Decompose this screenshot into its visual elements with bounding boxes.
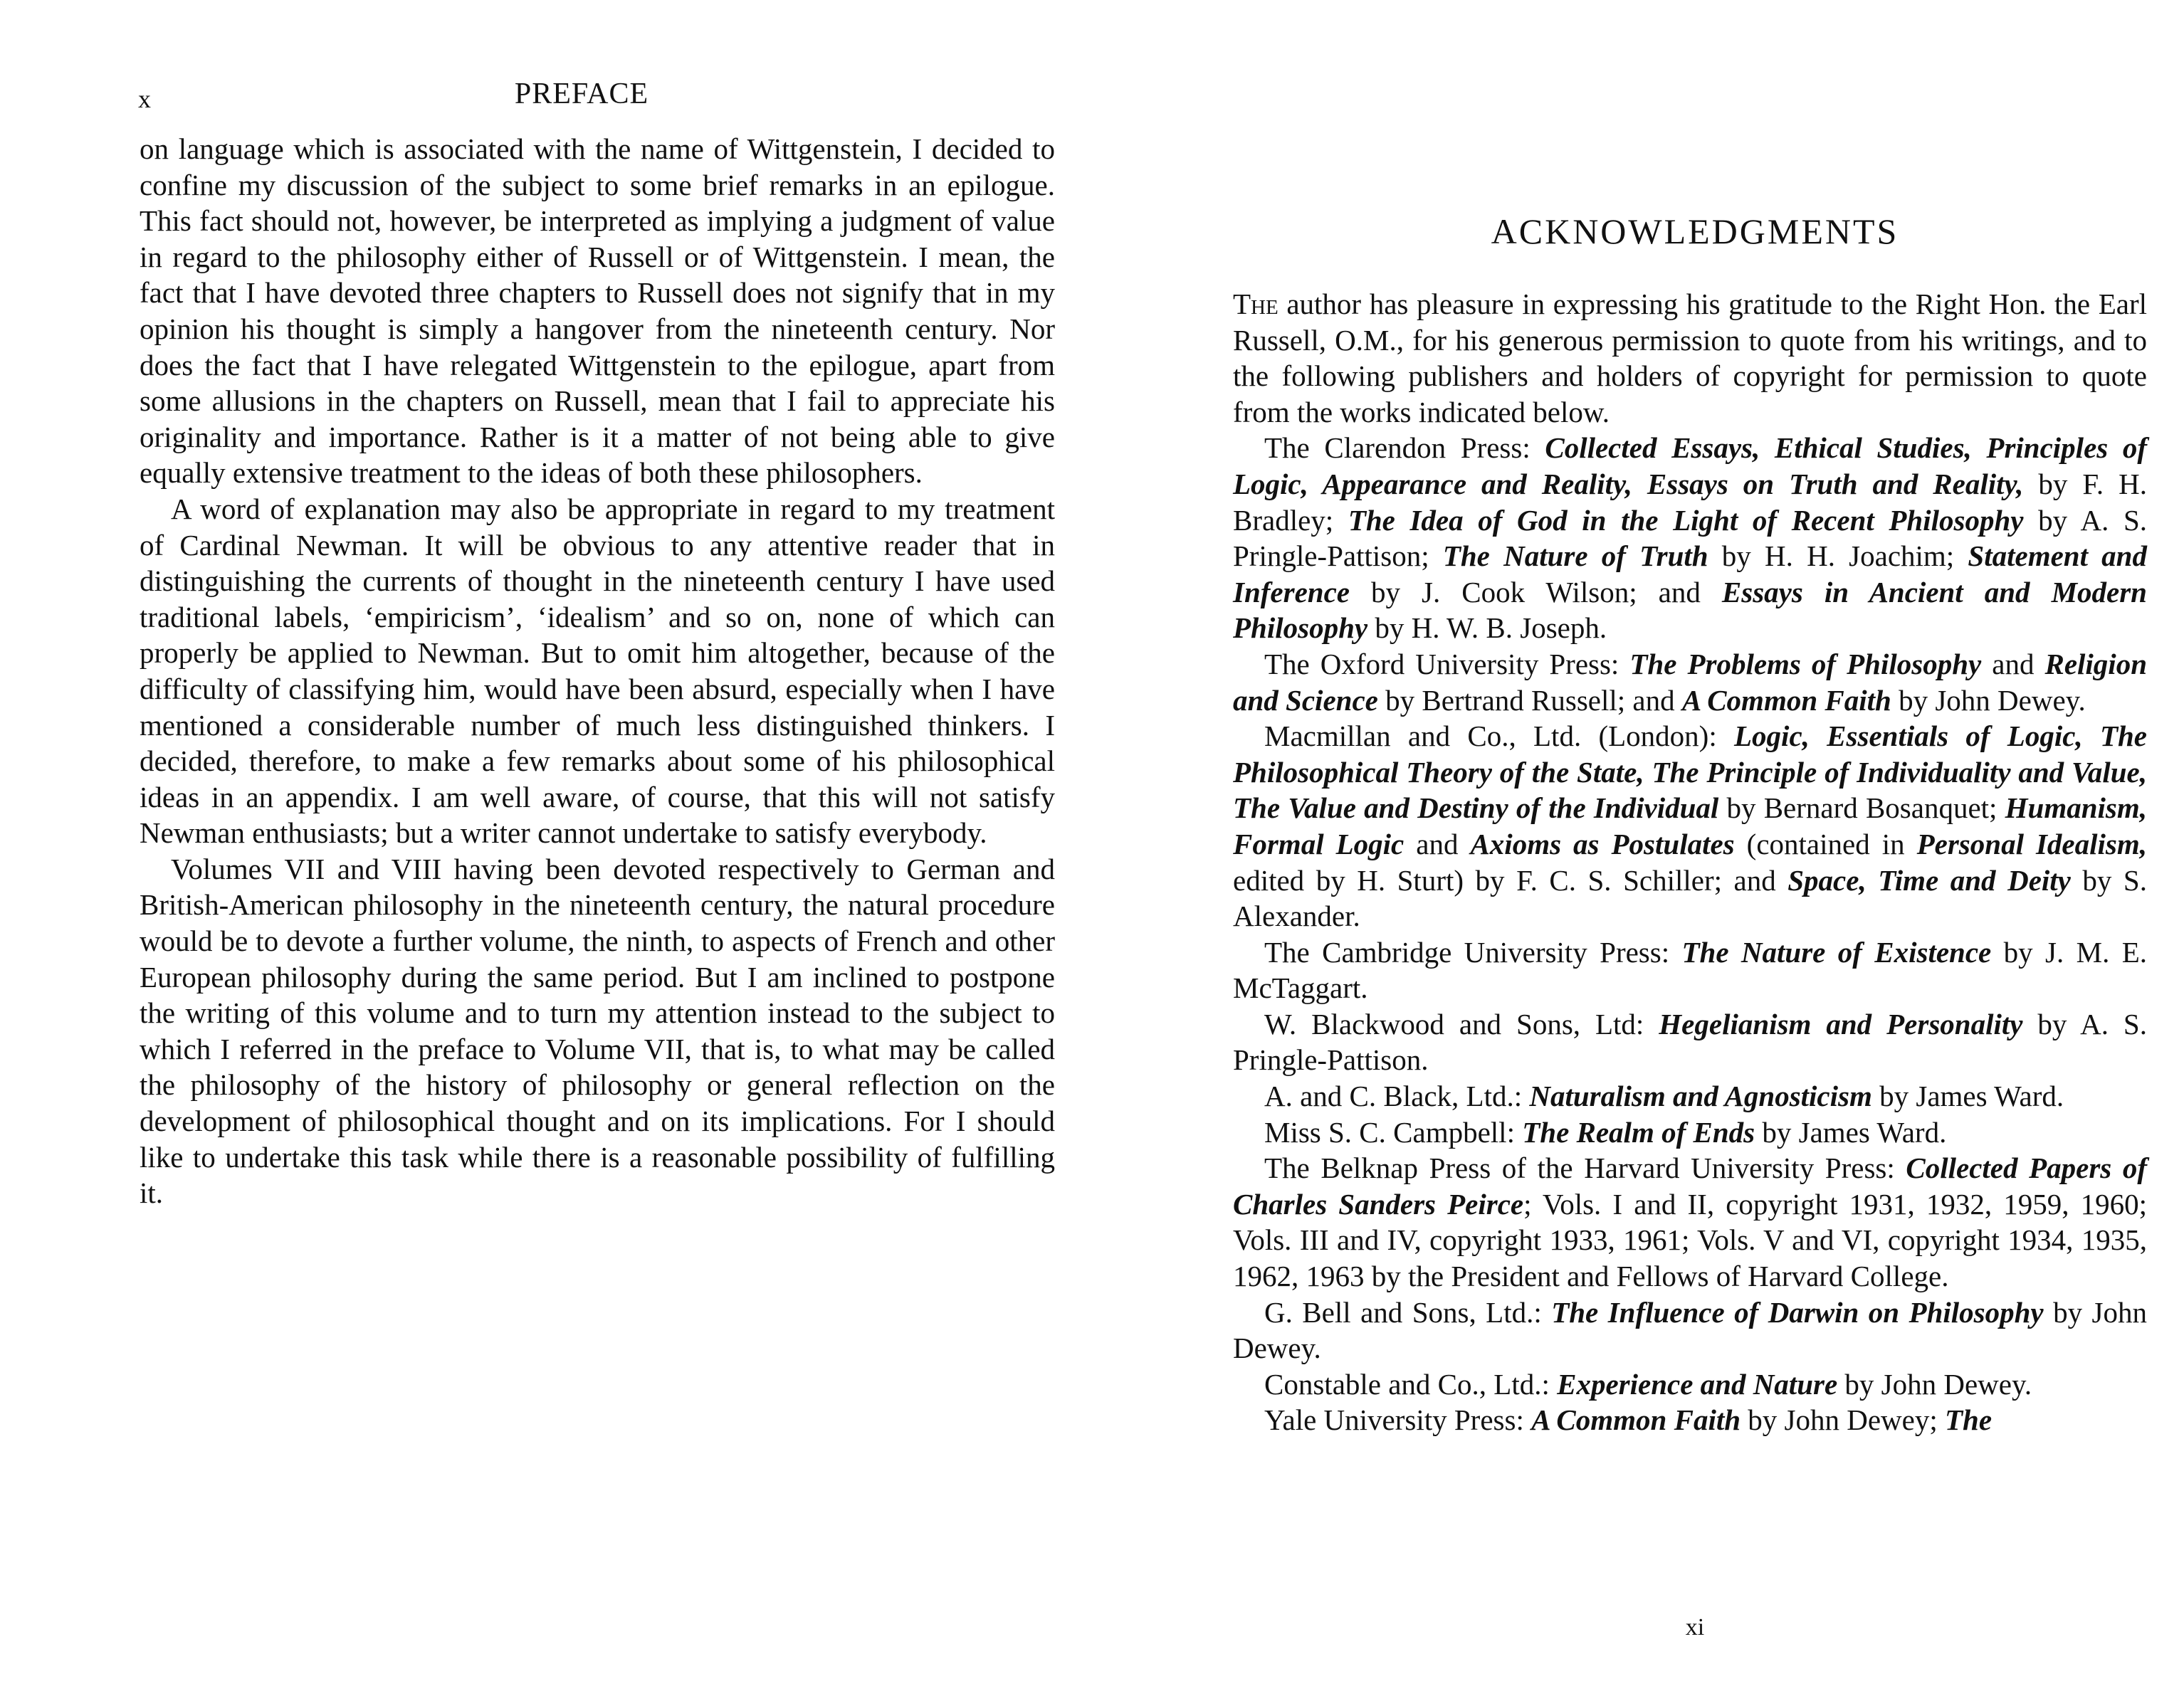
book-title: Religion and Science — [1233, 647, 2148, 717]
acknowledgment-entry — [1233, 1366, 2147, 1403]
running-title: PREFACE — [514, 78, 649, 110]
entry-text: by Bernard Bosanquet; — [1718, 791, 2005, 825]
entry-text: by H. H. Joachim; — [1708, 539, 1968, 573]
right-page — [1092, 0, 2184, 1681]
intro-lead-word: The — [1233, 288, 1279, 320]
acknowledgment-entry — [1233, 430, 2147, 646]
entry-text: edited by H. Sturt) by F. C. S. Schiller; and — [1233, 863, 1788, 897]
entry-text: (contained in — [1734, 827, 1917, 860]
entry-text: ; Vols. I and II, copyright 1931, 1932, 1959, 1960; Vols. III and IV, copyright 1933, 1961; Vols. V and VI, copyright 1934, 1935, 1962, 1963 by the President and Fellows of Harvard College. — [1233, 1187, 2147, 1293]
entry-text: by S. Alexander. — [1233, 863, 2147, 933]
entry-text: The Cambridge University Press: — [1264, 935, 1682, 969]
page-number-right: xi — [1685, 1614, 1705, 1640]
entry-text: and — [1981, 647, 2045, 680]
book-title: The Influence of Darwin on Philosophy — [1551, 1295, 2044, 1329]
book-title: Space, Time and Deity — [1787, 863, 2071, 897]
entry-text: The Belknap Press of the Harvard University Press: — [1264, 1152, 1906, 1185]
entry-text: by H. W. B. Joseph. — [1367, 611, 1607, 645]
book-title: The Problems of Philosophy — [1629, 647, 1982, 680]
entry-text: Miss S. C. Campbell: — [1264, 1115, 1523, 1149]
entry-text: by John Dewey; — [1741, 1403, 1946, 1437]
paragraph: Volumes VII and VIII having been devoted respectively to German and British-American philosophy in the nineteenth century, the natural procedure would be to devote a further volume, the ninth, to aspects of French and other European philosophy during the same period. But I am inclined to postpone the writing of this volume and to turn my attention instead to the subject to which I referred in the preface to Volume VII, that is, to what may be called the philosophy of the history of philosophy or general reflection on the development of philosophical thought and on its implications. For I should like to undertake this task while there is a reasonable possibility of fulfilling it. — [140, 852, 1055, 1210]
entry-text: by J. M. E. McTaggart. — [1233, 935, 2147, 1005]
book-title: The Realm of Ends — [1522, 1115, 1755, 1149]
acknowledgment-entry — [1233, 1078, 2147, 1114]
entry-text: by A. S. Pringle-Pattison. — [1233, 1007, 2147, 1077]
acknowledgments-intro — [1233, 286, 2147, 430]
acknowledgment-entry — [1233, 934, 2147, 1006]
book-title: Hegelianism and Personality — [1659, 1007, 2023, 1040]
entry-text: by James Ward. — [1755, 1115, 1947, 1149]
book-title: The Idea of God in the Light of Recent Philosophy — [1348, 503, 2024, 537]
book-title: Logic, Essentials of Logic, The Philosophical Theory of the State, The Principle of Individuality and Value, The Value and Destiny of the Individual — [1233, 720, 2147, 825]
book-title: Essays in Ancient and Modern Philosophy — [1233, 575, 2147, 645]
entry-text: W. Blackwood and Sons, Ltd: — [1264, 1007, 1659, 1040]
entry-text: A. and C. Black, Ltd.: — [1264, 1080, 1530, 1113]
entry-text: by John Dewey. — [1837, 1367, 2032, 1401]
entry-text: by J. Cook Wilson; and — [1349, 575, 1722, 608]
acknowledgment-entry — [1233, 1402, 2147, 1438]
book-title: Axioms as Postulates — [1470, 827, 1735, 860]
acknowledgments-body — [1233, 286, 2147, 1438]
book-title: The Nature of Truth — [1442, 539, 1708, 573]
entry-text: by John Dewey. — [1891, 683, 2086, 717]
book-title: Experience and Nature — [1557, 1367, 1838, 1401]
paragraph: on language which is associated with the name of Wittgenstein, I decided to confine my discussion of the subject to some brief remarks in an epilogue. This fact should not, however, be interpreted as implying a judgment of value in regard to the philosophy either of Russell or of Wittgenstein. I mean, the fact that I have devoted three chapters to Russell does not signify that in my opinion his thought is simply a hangover from the nineteenth century. Nor does the fact that I have relegated Wittgenstein to the epilogue, apart from some allusions in the chapters on Russell, mean that I fail to appreciate his originality and importance. Rather is it a matter of not being able to give equally extensive treatment to the ideas of both these philosophers. — [140, 132, 1055, 490]
intro-text: author has pleasure in expressing his gratitude to the Right Hon. the Earl Russell, O.M., for his generous permission to quote from his writings, and to the following publishers and holders of copyright for permission to quote from the works indicated below. — [1233, 288, 2147, 428]
acknowledgment-entry — [1233, 1150, 2147, 1294]
entry-text: Macmillan and Co., Ltd. (London): — [1264, 720, 1735, 753]
book-title: Humanism, Formal Logic — [1233, 791, 2147, 860]
acknowledgment-entry — [1233, 718, 2147, 934]
acknowledgments-heading: ACKNOWLEDGMENTS — [1491, 211, 1899, 251]
book-title: Statement and Inference — [1233, 539, 2147, 608]
book-title: Collected Essays, Ethical Studies, Principles of Logic, Appearance and Reality, Essays on Truth and Reality, — [1233, 431, 2147, 500]
book-title: Collected Papers of Charles Sanders Peirce — [1233, 1152, 2148, 1221]
entry-text: The Oxford University Press: — [1264, 647, 1630, 680]
entry-text: by F. H. Bradley; — [1233, 467, 2147, 537]
acknowledgment-entry — [1233, 1295, 2147, 1366]
entry-text: Constable and Co., Ltd.: — [1264, 1367, 1558, 1401]
book-title: A Common Faith — [1681, 683, 1891, 717]
entry-text: by A. S. Pringle-Pattison; — [1233, 503, 2148, 573]
book-title: The — [1945, 1403, 1993, 1437]
page-number-left: x — [138, 85, 151, 113]
entry-text: by John Dewey. — [1233, 1295, 2147, 1365]
entry-text: The Clarendon Press: — [1264, 431, 1545, 465]
entry-text: by Bertrand Russell; and — [1377, 683, 1682, 717]
acknowledgment-entry — [1233, 646, 2147, 718]
acknowledgment-entry — [1233, 1114, 2147, 1151]
entry-text: by James Ward. — [1871, 1080, 2064, 1113]
preface-body — [140, 131, 1055, 1211]
acknowledgment-entry — [1233, 1006, 2147, 1078]
book-title: Personal Idealism, — [1916, 827, 2147, 860]
entry-text: Yale University Press: — [1264, 1403, 1532, 1437]
entry-text: G. Bell and Sons, Ltd.: — [1264, 1295, 1552, 1329]
book-title: Naturalism and Agnosticism — [1529, 1080, 1872, 1113]
book-title: The Nature of Existence — [1681, 935, 1992, 969]
book-title: A Common Faith — [1531, 1403, 1741, 1437]
paragraph: A word of explanation may also be appropriate in regard to my treatment of Cardinal Newman. It will be obvious to any attentive reader that in distinguishing the currents of thought in the nineteenth century I have used traditional labels, ‘empiricism’, ‘idealism’ and so on, none of which can properly be applied to Newman. But to omit him altogether, because of the difficulty of classifying him, would have been absurd, especially when I have mentioned a considerable number of much less distinguished thinkers. I decided, therefore, to make a few remarks about some of his philosophical ideas in an appendix. I am well aware, of course, that this will not satisfy Newman enthusiasts; but a writer cannot undertake to satisfy everybody. — [140, 492, 1055, 850]
entry-text: and — [1404, 827, 1471, 860]
